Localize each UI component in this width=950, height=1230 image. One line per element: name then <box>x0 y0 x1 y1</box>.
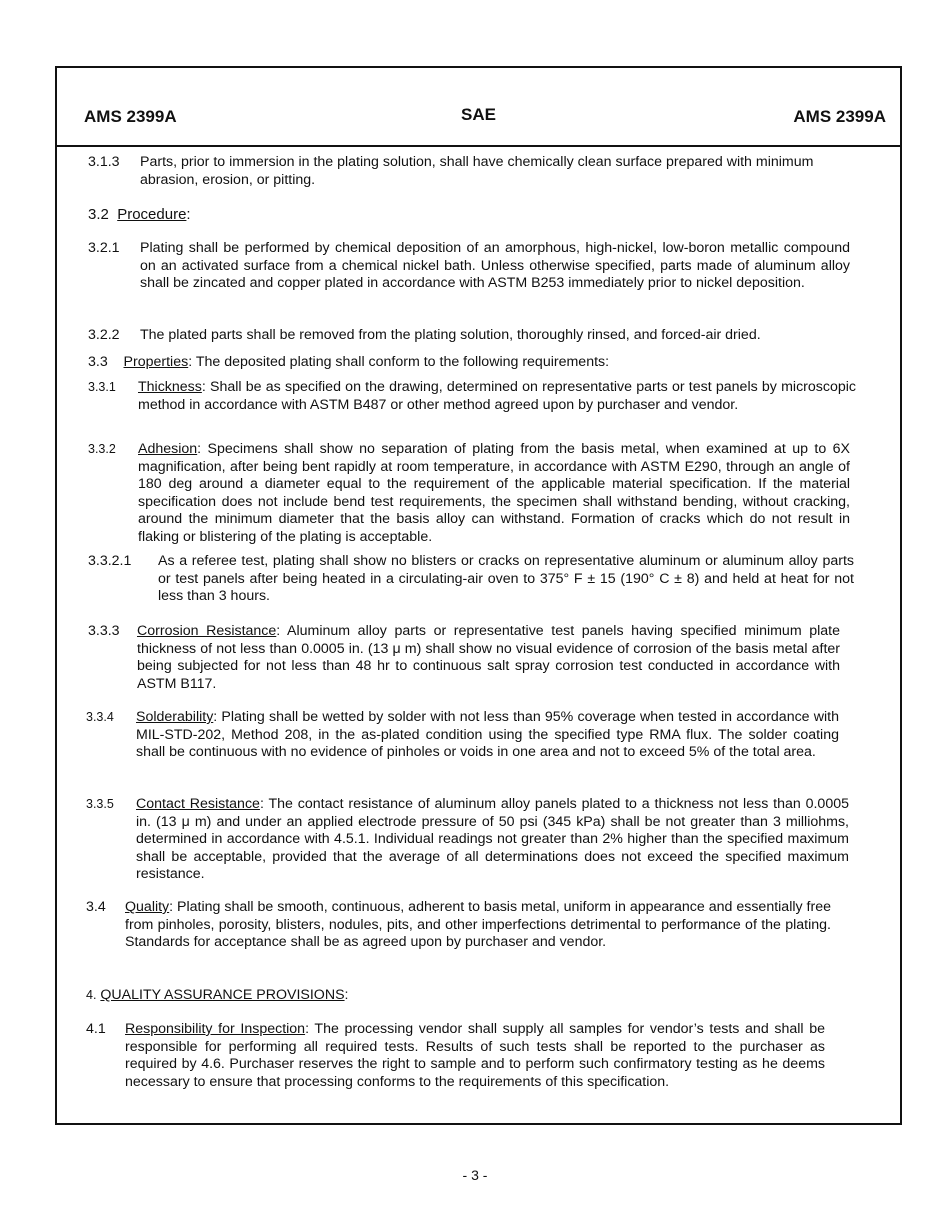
section-text: The plated parts shall be removed from the plating solution, thoroughly rinsed, and forced-air dried. <box>140 327 761 343</box>
section-heading: Contact Resistance <box>136 796 260 812</box>
section-heading-colon: : <box>186 206 191 223</box>
section-number: 3.3.1 <box>88 380 116 394</box>
section-3-2-2 <box>88 327 858 345</box>
section-text: Plating shall be performed by chemical deposition of an amorphous, high-nickel, low-boron metallic compound on an activated surface from a chemical nickel bath. Unless otherwise specified, parts made of aluminum alloy shall be zincated and copper plated in accordance with ASTM B253 immediately prior to nickel deposition. <box>140 240 850 292</box>
page-header <box>57 68 900 147</box>
section-number: 3.3.2.1 <box>88 553 132 569</box>
section-3-3-2-1 <box>88 553 854 606</box>
document-frame <box>55 66 902 1125</box>
section-text: : Aluminum alloy parts or representative test panels having specified minimum plate thickness of not less than 0.0005 in. (13 μ m) shall show no visual evidence of corrosion of the basis metal after being subjected for not less than 48 hr to continuous salt spray corrosion test conducted in accordance with ASTM B117. <box>137 623 840 692</box>
section-3-3-1 <box>88 379 856 414</box>
section-heading: QUALITY ASSURANCE PROVISIONS <box>100 987 345 1003</box>
section-number: 3.3.4 <box>86 710 114 724</box>
section-3-3-5 <box>86 796 849 884</box>
section-heading: Solderability <box>136 709 214 725</box>
section-text: : Specimens shall show no separation of plating from the basis metal, when examined at up to 6X magnification, after being bent rapidly at room temperature, in accordance with ASTM E290, through an angle of 180 deg around a diameter equal to the requirement of the applicable material specification. If the material specification does not include bend test requirements, the specimen shall withstand bending, without cracking, around the minimum diameter that the basis alloy can withstand. Formation of cracks which do not result in flaking or blistering of the plating is acceptable. <box>138 441 850 545</box>
section-text: : Shall be as specified on the drawing, determined on representative parts or test panels by microscopic method in accordance with ASTM B487 or other method agreed upon by purchaser and vendor. <box>138 379 856 413</box>
section-text: Parts, prior to immersion in the plating solution, shall have chemically clean surface prepared with minimum abrasion, erosion, or pitting. <box>140 154 814 188</box>
section-text: : The processing vendor shall supply all samples for vendor’s tests and shall be responsible for performing all required tests. Results of such tests shall be reported to the purchaser as required by 4.6. Purchaser reserves the right to sample and to perform such confirmatory testing as he deems necessary to ensure that processing conforms to the requirements of this specification. <box>125 1021 825 1090</box>
section-heading: Quality <box>125 899 170 915</box>
section-text: As a referee test, plating shall show no blisters or cracks on representative aluminum or aluminum alloy parts or test panels after being heated in a circulating-air oven to 375° F ± 15 (190° C ± 8) and held at heat for not less than 3 hours. <box>158 553 854 605</box>
section-number: 3.3.2 <box>88 442 116 456</box>
section-number: 3.2.1 <box>88 240 120 256</box>
section-number: 3.3 <box>88 354 108 370</box>
section-3-1-3 <box>88 154 838 189</box>
section-heading-colon: : <box>344 987 349 1003</box>
section-number: 4.1 <box>86 1021 106 1037</box>
section-number: 3.2 <box>88 206 109 223</box>
section-heading: Properties <box>123 354 189 370</box>
section-text: : The contact resistance of aluminum alloy panels plated to a thickness not less than 0.0005 in. (13 μ m) and under an applied electrode pressure of 50 psi (345 kPa) shall be not greater than 3 milliohms, determined in accordance with 4.5.1. Individual readings not greater than 2% higher than the specified maximum shall be acceptable, provided that the average of all determinations does not exceed the specified maximum resistance. <box>136 796 849 883</box>
document-body <box>57 147 900 1123</box>
section-number: 3.2.2 <box>88 327 120 343</box>
section-heading: Procedure <box>117 206 187 223</box>
section-3-2 <box>88 206 838 224</box>
section-number: 4. <box>86 988 97 1002</box>
section-number: 3.3.3 <box>88 623 120 639</box>
header-publisher: SAE <box>461 105 496 124</box>
section-heading: Responsibility for Inspection <box>125 1021 306 1037</box>
page-number: - 3 - <box>462 1167 488 1183</box>
section-3-2-1 <box>88 240 850 293</box>
section-3-4 <box>86 899 831 952</box>
header-doc-id-right: AMS 2399A <box>793 107 886 126</box>
header-doc-id-left: AMS 2399A <box>84 107 177 126</box>
section-text: : The deposited plating shall conform to the following requirements: <box>188 354 610 370</box>
section-text: : Plating shall be wetted by solder with not less than 95% coverage when tested in accordance with MIL-STD-202, Method 208, in the as-plated condition using the specified type RMA flux. The solder coating shall be continuous with no evidence of pinholes or voids in one area and not to exceed 5% of the total area. <box>136 709 839 761</box>
section-heading: Adhesion <box>138 441 198 457</box>
section-3-3 <box>88 354 858 372</box>
section-4 <box>86 987 846 1005</box>
section-heading: Corrosion Resistance <box>137 623 277 639</box>
section-3-3-4 <box>86 709 839 762</box>
section-4-1 <box>86 1021 825 1091</box>
section-number: 3.3.5 <box>86 797 114 811</box>
section-3-3-3 <box>88 623 840 693</box>
section-heading: Thickness <box>138 379 202 395</box>
section-number: 3.4 <box>86 899 106 915</box>
section-3-3-2 <box>88 441 850 547</box>
section-text: : Plating shall be smooth, continuous, adherent to basis metal, uniform in appearance and essentially free from pinholes, porosity, blisters, nodules, pits, and other imperfections detrimental to performance of the plating. Standards for acceptance shall be as agreed upon by purchaser and vendor. <box>125 899 831 951</box>
section-number: 3.1.3 <box>88 154 120 170</box>
